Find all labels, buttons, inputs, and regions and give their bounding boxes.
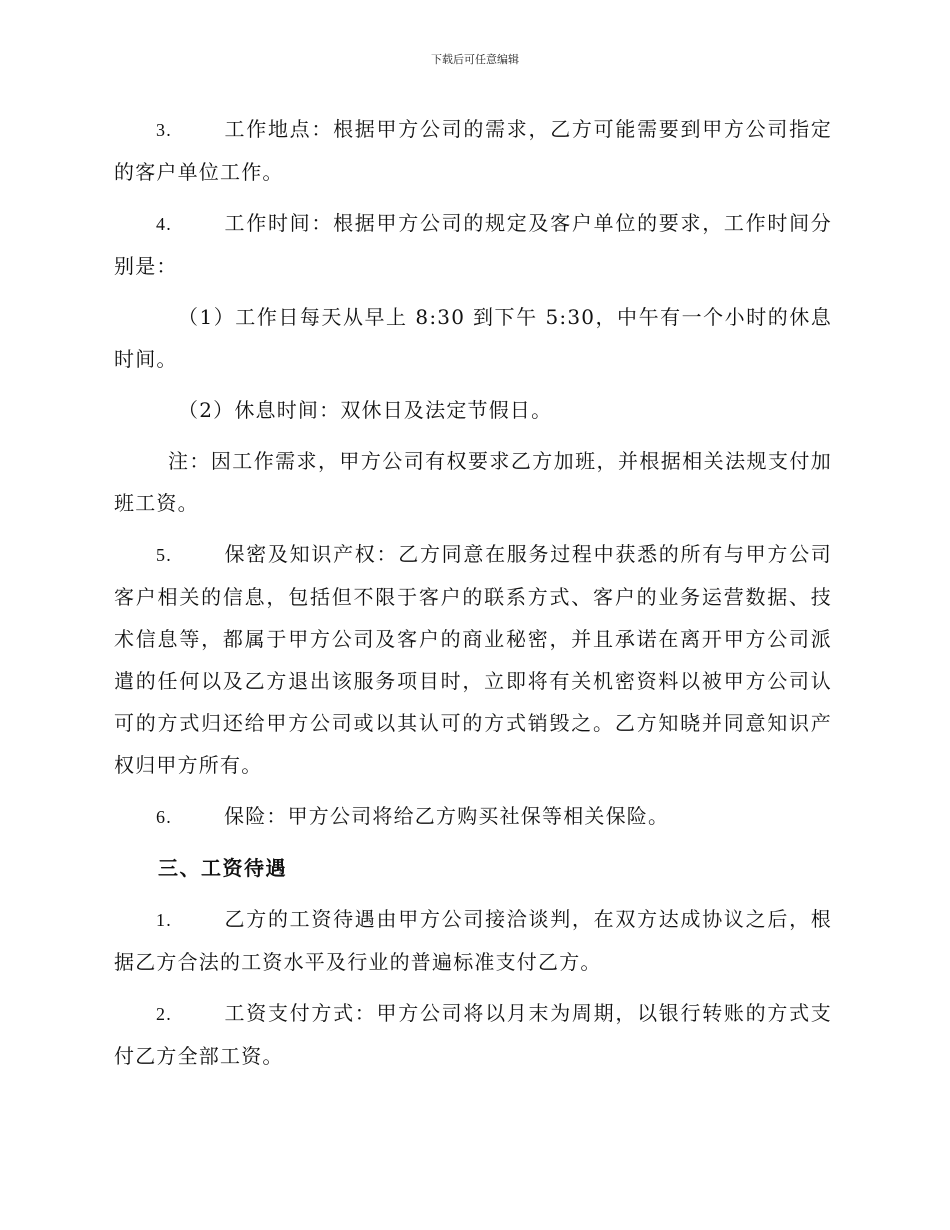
clause-text: 工作地点：根据甲方公司的需求，乙方可能需要到甲方公司指定的客户单位工作。 (114, 117, 832, 184)
document-body (114, 108, 832, 1086)
overtime-note: 注：因工作需求，甲方公司有权要求乙方加班，并根据相关法规支付加班工资。 (114, 449, 832, 515)
clause-number: 4. (156, 214, 172, 234)
clause-number: 2. (156, 1004, 172, 1024)
salary-clause-1 (114, 898, 832, 983)
clause-6 (114, 795, 832, 838)
clause-3 (114, 108, 832, 193)
clause-text: 乙方的工资待遇由甲方公司接洽谈判，在双方达成协议之后，根据乙方合法的工资水平及行业的普遍标准支付乙方。 (114, 907, 832, 974)
work-hours-item-2: （2）休息时间：双休日及法定节假日。 (178, 398, 553, 422)
clause-number: 5. (156, 545, 172, 565)
section-heading: 三、工资待遇 (158, 856, 287, 880)
clause-text: 保险：甲方公司将给乙方购买社保等相关保险。 (224, 804, 670, 828)
clause-text: 工资支付方式：甲方公司将以月末为周期，以银行转账的方式支付乙方全部工资。 (114, 1001, 832, 1068)
clause-text: 保密及知识产权：乙方同意在服务过程中获悉的所有与甲方公司客户相关的信息，包括但不限于客户的联系方式、客户的业务运营数据、技术信息等，都属于甲方公司及客户的商业秘密，并且承诺在离开甲方公司派遣的任何以及乙方退出该服务项目时，立即将有关机密资料以被甲方公司认可的方式归还给甲方公司或以其认可的方式销毁之。乙方知晓并同意知识产权归甲方所有。 (114, 542, 832, 777)
clause-number: 6. (156, 807, 172, 827)
clause-number: 1. (156, 910, 172, 930)
salary-clause-2 (114, 992, 832, 1077)
work-hours-item-1: （1）工作日每天从早上 8:30 到下午 5:30，中午有一个小时的休息时间。 (114, 305, 832, 371)
clause-text: 工作时间：根据甲方公司的规定及客户单位的要求，工作时间分别是： (114, 211, 832, 278)
page-header: 下载后可任意编辑 (431, 53, 519, 66)
clause-5 (114, 533, 832, 786)
clause-4 (114, 202, 832, 287)
clause-number: 3. (156, 120, 172, 140)
